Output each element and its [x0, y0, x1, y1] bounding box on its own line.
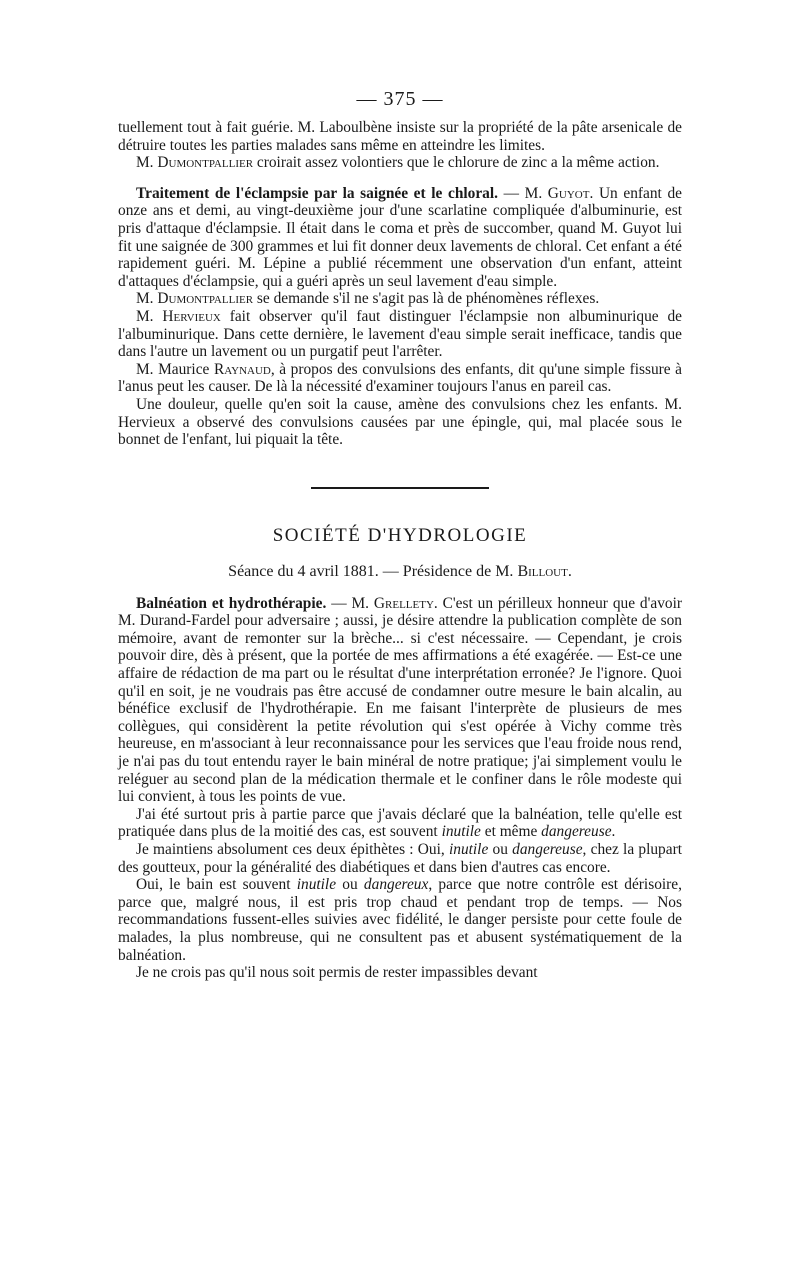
- paragraph: Une douleur, quelle qu'en soit la cause, amène des convulsions chez les enfants. M. Hervieux a observé des convulsions causées par une épingle, qui, mal placée sous le bonnet de l'enfant, lui piquait la tête.: [118, 395, 682, 449]
- paragraph: J'ai été surtout pris à partie parce que j'avais déclaré que la balnéation, telle qu'elle est pratiquée dans plus de la moitié des cas, est souvent inutile et même dangereuse.: [118, 805, 682, 841]
- section-divider: [311, 487, 489, 489]
- president-name: Billout: [517, 562, 568, 580]
- page-number: — 375 —: [356, 88, 444, 110]
- section-heading: Balnéation et hydrothérapie.: [136, 594, 327, 612]
- speaker-name: M. Guyot: [524, 184, 590, 202]
- paragraph: Je maintiens absolument ces deux épithètes : Oui, inutile ou dangereuse, chez la plupart des goutteux, pour la généralité des diabétiques et dans bien d'autres cas encore.: [118, 841, 682, 876]
- society-title: SOCIÉTÉ D'HYDROLOGIE: [272, 524, 528, 546]
- paragraph: M. Hervieux fait observer qu'il faut distinguer l'éclampsie non albuminurique de l'albuminurique. Dans cette dernière, le lavement d'eau simple serait inefficace, tandis que dans l'autre un lavement ou un purgatif peut l'arrêter.: [118, 307, 682, 361]
- section-paragraph: Traitement de l'éclampsie par la saignée et le chloral. — M. Guyot. Un enfant de onze ans et demi, au vingt-deuxième jour d'une scarlatine compliquée d'albuminurie, est pris d'attaque d'éclampsie. Il était dans le coma et près de succomber, quand M. Guyot lui fit une saignée de 300 grammes et lui fit donner deux lavements de chloral. Cet enfant a été rapidement guéri. M. Lépine a publié récemment une observation d'un enfant, atteint d'attaques d'éclampsie, qui a guéri après un seul lavement d'eau simple.: [118, 184, 682, 290]
- speaker-name: M. Dumontpallier: [136, 290, 254, 308]
- session-line: Séance du 4 avril 1881. — Présidence de M. Billout.: [228, 562, 572, 580]
- paragraph: Oui, le bain est souvent inutile ou dangereux, parce que notre contrôle est dérisoire, parce que, malgré nous, il est pris trop chaud et pendant trop de temps. — Nos recommandations fussent-elles suivies avec fidélité, le danger persiste pour cette foule de malades, la plus nombreuse, qui ne consultent pas et abusent systématiquement de la balnéation.: [118, 876, 682, 964]
- speaker-name: M. Hervieux: [136, 307, 221, 325]
- document-page: [118, 88, 682, 982]
- paragraph: M. Dumontpallier croirait assez volontiers que le chlorure de zinc a la même action.: [136, 154, 660, 172]
- paragraph: M. Maurice Raynaud, à propos des convulsions des enfants, dit qu'une simple fissure à l'anus peut les causer. De là la nécessité d'examiner toujours l'anus en pareil cas.: [118, 360, 682, 396]
- speaker-name: Raynaud: [213, 360, 271, 378]
- speaker-name: M. Dumontpallier: [136, 154, 254, 172]
- paragraph: tuellement tout à fait guérie. M. Laboulbène insiste sur la propriété de la pâte arsenicale de détruire toutes les parties malades sans même en atteindre les limites.: [118, 119, 682, 154]
- section-heading: Traitement de l'éclampsie par la saignée et le chloral.: [136, 184, 498, 202]
- paragraph: Je ne crois pas qu'il nous soit permis de rester impassibles devant: [136, 964, 538, 982]
- paragraph: M. Dumontpallier se demande s'il ne s'agit pas là de phénomènes réflexes.: [136, 290, 600, 308]
- speaker-name: Grellety: [373, 594, 434, 612]
- section-paragraph: Balnéation et hydrothérapie. — M. Grellety. C'est un périlleux honneur que d'avoir M. Durand-Fardel pour adversaire ; aussi, je désire attendre la publication complète de son mémoire, avant de remonter sur la brèche... si c'est nécessaire. — Cependant, je crois pouvoir dire, dès à présent, que la portée de mes affirmations a été exagérée. — Est-ce une affaire de rédaction de ma part ou le résultat d'une interprétation erronée? Je l'ignore. Quoi qu'il en soit, je ne voudrais pas être accusé de condamner outre mesure le bain alcalin, au bénéfice exclusif de l'hydrothérapie. En me faisant l'interprète de plusieurs de mes collègues, qui considèrent la petite révolution qui s'est opérée à Vichy comme très heureuse, en m'associant à leur reconnaissance pour les services que l'eau froide nous rend, je n'ai pas du tout entendu rayer le bain minéral de notre pratique; j'ai simplement voulu le reléguer au second plan de la médication thermale et le confiner dans le rôle modeste qui lui convient, à tous les points de vue.: [118, 594, 683, 806]
